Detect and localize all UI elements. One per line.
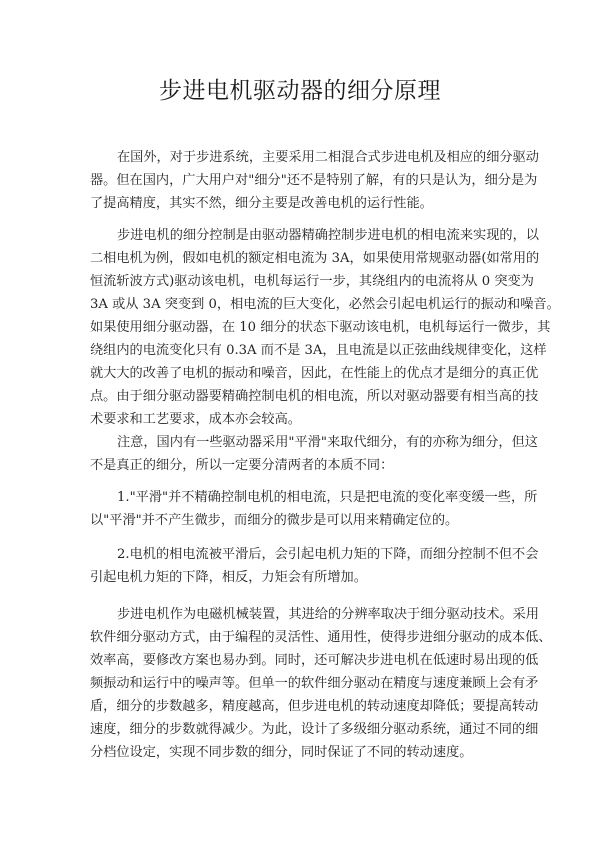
paragraph-line: 以"平滑"并不产生微步，而细分的微步是可以用来精确定位的。 [90, 513, 459, 528]
paragraph-line: 如果使用细分驱动器，在 10 细分的状态下驱动该电机，电机每运行一微步，其 [90, 320, 551, 335]
paragraph-line: 步进电机作为电磁机械装置，其进给的分辨率取决于细分驱动技术。采用 [117, 607, 539, 622]
paragraph-line: 2.电机的相电流被平滑后，会引起电机力矩的下降，而细分控制不但不会 [117, 547, 539, 562]
paragraph-line: 就大大的改善了电机的振动和噪音，因此，在性能上的优点才是细分的真正优 [90, 366, 539, 381]
paragraph-line: 步进电机的细分控制是由驱动器精确控制步进电机的相电流来实现的，以 [117, 228, 539, 243]
paragraph-line: 二相电机为例，假如电机的额定相电流为 3A，如果使用常规驱动器(如常用的 [90, 251, 540, 266]
paragraph-multilevel-drive [90, 603, 552, 764]
paragraph-line: 软件细分驱动方式，由于编程的灵活性、通用性，使得步进细分驱动的成本低、 [90, 630, 552, 645]
paragraph-line: 盾，细分的步数越多，精度越高，但步进电机的转动速度却降低；要提高转动 [90, 699, 539, 714]
paragraph-line: 1."平滑"并不精确控制电机的相电流，只是把电流的变化率变缓一些，所 [117, 490, 538, 505]
paragraph-intro [90, 146, 539, 215]
paragraph-line: 器。但在国内，广大用户对"细分"还不是特别了解，有的只是认为，细分是为 [90, 173, 538, 188]
paragraph-point-1 [90, 486, 538, 532]
paragraph-line: 在国外，对于步进系统，主要采用二相混合式步进电机及相应的细分驱动 [117, 150, 539, 165]
paragraph-line: 了提高精度，其实不然，细分主要是改善电机的运行性能。 [90, 196, 433, 211]
paragraph-note [90, 431, 538, 477]
paragraph-subdivision-control [90, 224, 560, 431]
paragraph-line: 3A 或从 3A 突变到 0，相电流的巨大变化，必然会引起电机运行的振动和噪音。 [90, 297, 560, 312]
paragraph-line: 注意，国内有一些驱动器采用"平滑"来取代细分，有的亦称为细分，但这 [117, 435, 538, 450]
paragraph-line: 引起电机力矩的下降，相反，力矩会有所增加。 [90, 570, 367, 585]
paragraph-point-2 [90, 543, 539, 589]
paragraph-line: 分档位设定，实现不同步数的细分，同时保证了不同的转动速度。 [90, 745, 473, 760]
paragraph-line: 恒流斩波方式)驱动该电机，电机每运行一步，其绕组内的电流将从 0 突变为 [90, 274, 534, 289]
paragraph-line: 频振动和运行中的噪声等。但单一的软件细分驱动在精度与速度兼顾上会有矛 [90, 676, 539, 691]
paragraph-line: 点。由于细分驱动器要精确控制电机的相电流，所以对驱动器要有相当高的技 [90, 389, 539, 404]
page-title: 步进电机驱动器的细分原理 [159, 78, 441, 104]
paragraph-line: 术要求和工艺要求，成本亦会较高。 [90, 412, 301, 427]
paragraph-line: 绕组内的电流变化只有 0.3A 而不是 3A，且电流是以正弦曲线规律变化，这样 [90, 343, 547, 358]
paragraph-line: 效率高，要修改方案也易办到。同时，还可解决步进电机在低速时易出现的低 [90, 653, 539, 668]
paragraph-line: 速度，细分的步数就得减少。为此，设计了多级细分驱动系统，通过不同的细 [90, 722, 539, 737]
paragraph-line: 不是真正的细分，所以一定要分清两者的本质不同： [90, 458, 394, 473]
